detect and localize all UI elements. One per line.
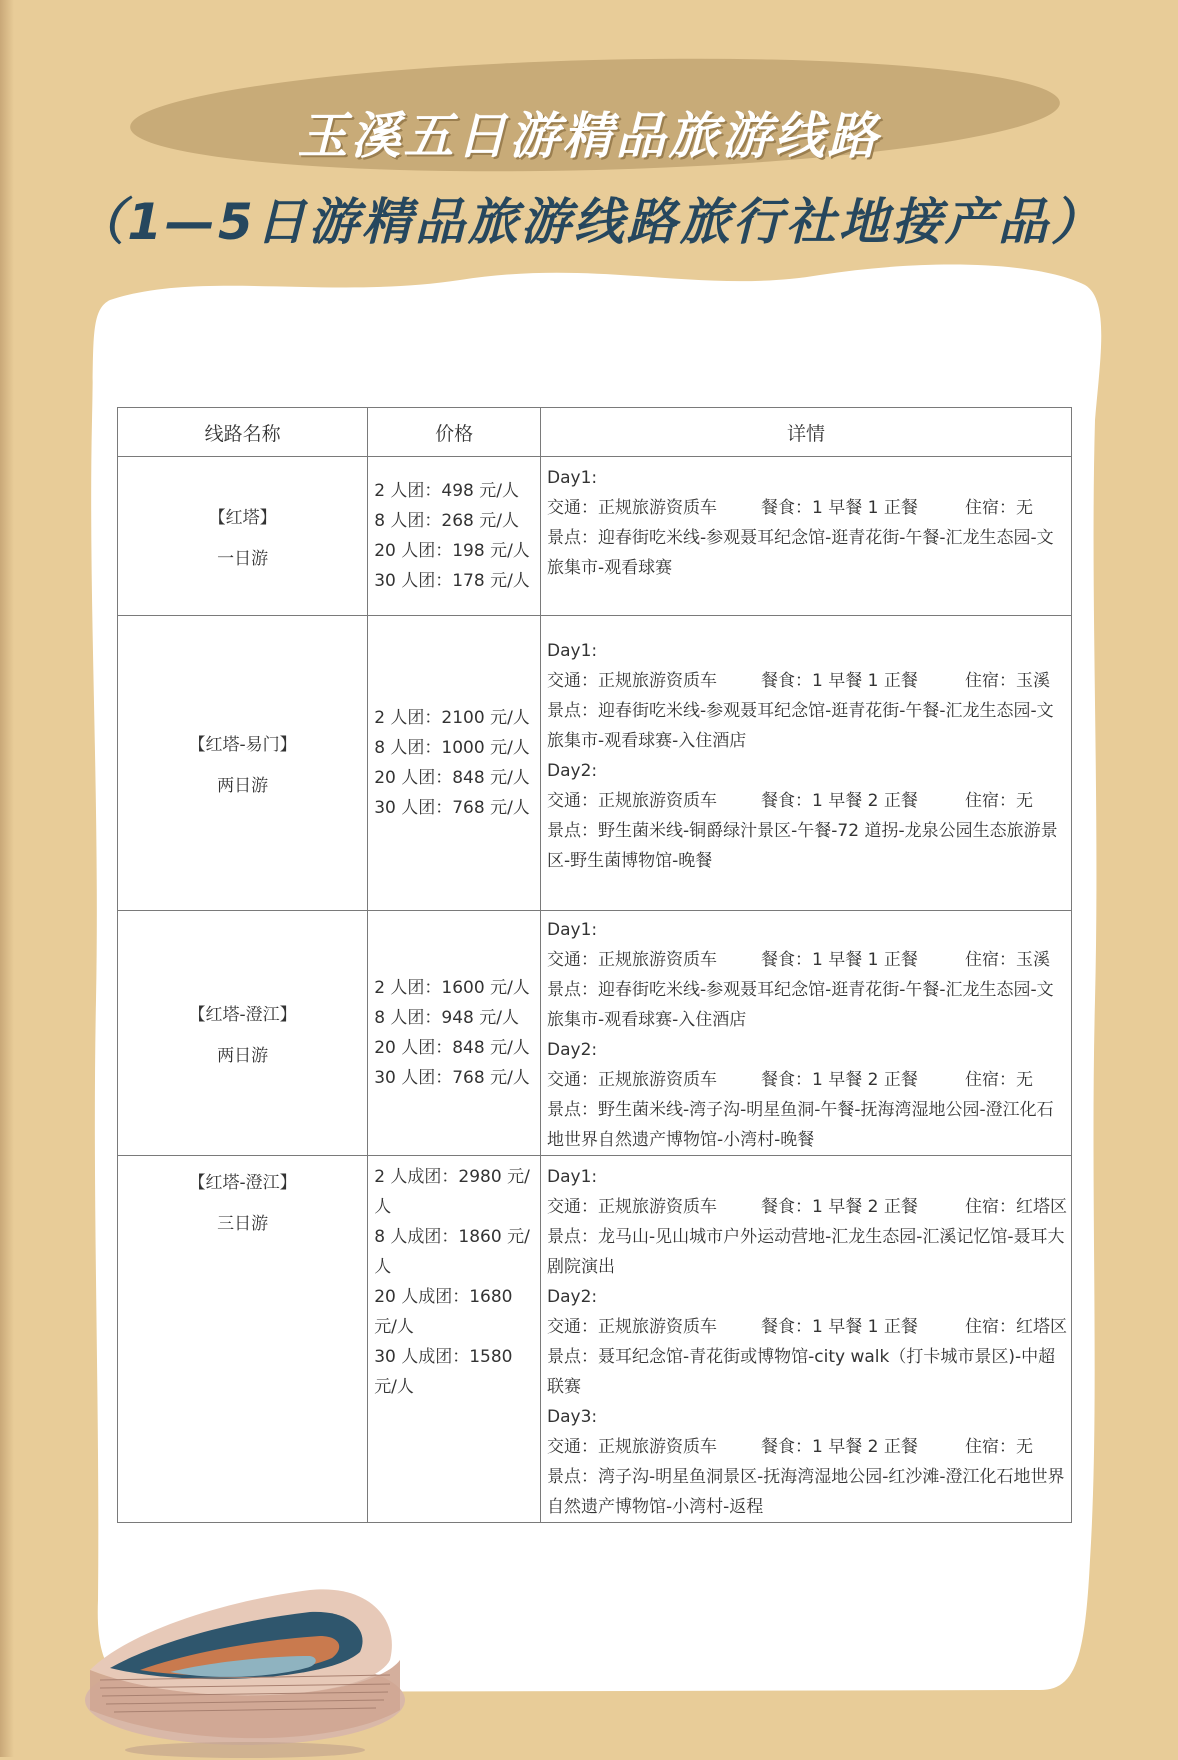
meals-text: 餐食：1 早餐 1 正餐 xyxy=(761,950,918,970)
sights-text: 景点：聂耳纪念馆-青花街或博物馆-city walk（打卡城市景区)-中超联赛 xyxy=(547,1347,1056,1397)
price-cell xyxy=(368,616,541,911)
route-duration: 两日游 xyxy=(217,776,269,796)
header-price: 价格 xyxy=(368,408,541,457)
meals-text: 餐食：1 早餐 2 正餐 xyxy=(761,1437,918,1457)
sights-text: 景点：野生菌米线-湾子沟-明星鱼洞-午餐-抚海湾湿地公园-澄江化石地世界自然遗产博物馆-小湾村-晚餐 xyxy=(547,1100,1054,1150)
logistics-line xyxy=(547,1432,1067,1462)
logistics-line xyxy=(547,1192,1067,1222)
route-name-cell xyxy=(118,457,368,616)
table-header-row xyxy=(118,408,1072,457)
price-line: 8 人成团：1860 元/人 xyxy=(374,1227,530,1277)
price-line: 2 人团：2100 元/人 xyxy=(374,708,530,728)
lodging-text: 住宿：无 xyxy=(965,791,1033,811)
page-subtitle: （1—5日游精品旅游线路旅行社地接产品） xyxy=(74,193,1104,251)
day-label: Day1: xyxy=(547,641,598,661)
lodging-text: 住宿：无 xyxy=(965,1437,1033,1457)
price-line: 30 人团：178 元/人 xyxy=(374,571,530,591)
day-label: Day3: xyxy=(547,1407,598,1427)
route-name: 【红塔-澄江】 xyxy=(188,1005,297,1025)
route-name-cell xyxy=(118,1156,368,1523)
sights-text: 景点：湾子沟-明星鱼洞景区-抚海湾湿地公园-红沙滩-澄江化石地世界自然遗产博物馆-小湾村-返程 xyxy=(547,1467,1065,1517)
meals-text: 餐食：1 早餐 2 正餐 xyxy=(761,791,918,811)
price-line: 8 人团：268 元/人 xyxy=(374,511,519,531)
lodging-text: 住宿：玉溪 xyxy=(965,950,1050,970)
price-cell xyxy=(368,1156,541,1523)
day-label: Day1: xyxy=(547,468,598,488)
route-name-cell xyxy=(118,911,368,1156)
price-line: 20 人成团：1680 元/人 xyxy=(374,1287,513,1337)
lodging-text: 住宿：无 xyxy=(965,498,1033,518)
details-cell xyxy=(541,457,1072,616)
price-line: 2 人成团：2980 元/人 xyxy=(374,1167,530,1217)
table-row xyxy=(118,616,1072,911)
sights-text: 景点：迎春街吃米线-参观聂耳纪念馆-逛青花街-午餐-汇龙生态园-文旅集市-观看球赛-入住酒店 xyxy=(547,701,1054,751)
transport-text: 交通：正规旅游资质车 xyxy=(547,1317,717,1337)
route-name: 【红塔】 xyxy=(208,508,277,528)
price-line: 30 人成团：1580 元/人 xyxy=(374,1347,513,1397)
header-route-name: 线路名称 xyxy=(118,408,368,457)
route-duration: 两日游 xyxy=(217,1046,269,1066)
transport-text: 交通：正规旅游资质车 xyxy=(547,498,717,518)
logistics-line xyxy=(547,1312,1067,1342)
transport-text: 交通：正规旅游资质车 xyxy=(547,791,717,811)
sights-text: 景点：迎春街吃米线-参观聂耳纪念馆-逛青花街-午餐-汇龙生态园-文旅集市-观看球赛 xyxy=(547,528,1054,578)
price-line: 8 人团：948 元/人 xyxy=(374,1008,519,1028)
price-line: 20 人团：848 元/人 xyxy=(374,768,530,788)
page-title: 玉溪五日游精品旅游线路 xyxy=(297,107,881,165)
route-duration: 一日游 xyxy=(217,549,269,569)
header-details: 详情 xyxy=(541,408,1072,457)
price-line: 20 人团：198 元/人 xyxy=(374,541,530,561)
sights-text: 景点：野生菌米线-铜爵绿汁景区-午餐-72 道拐-龙泉公园生态旅游景区-野生菌博物馆-晚餐 xyxy=(547,821,1058,871)
logistics-line xyxy=(547,945,1067,975)
table-row xyxy=(118,911,1072,1156)
price-line: 8 人团：1000 元/人 xyxy=(374,738,530,758)
sights-text: 景点：迎春街吃米线-参观聂耳纪念馆-逛青花街-午餐-汇龙生态园-文旅集市-观看球赛-入住酒店 xyxy=(547,980,1054,1030)
price-line: 2 人团：1600 元/人 xyxy=(374,978,530,998)
stadium-illustration-icon xyxy=(70,1560,410,1760)
lodging-text: 住宿：红塔区 xyxy=(965,1197,1067,1217)
day-label: Day2: xyxy=(547,1287,598,1307)
price-line: 2 人团：498 元/人 xyxy=(374,481,519,501)
transport-text: 交通：正规旅游资质车 xyxy=(547,671,717,691)
meals-text: 餐食：1 早餐 2 正餐 xyxy=(761,1070,918,1090)
price-line: 20 人团：848 元/人 xyxy=(374,1038,530,1058)
logistics-line xyxy=(547,1065,1067,1095)
transport-text: 交通：正规旅游资质车 xyxy=(547,1070,717,1090)
price-line: 30 人团：768 元/人 xyxy=(374,1068,530,1088)
table-row xyxy=(118,1156,1072,1523)
price-line: 30 人团：768 元/人 xyxy=(374,798,530,818)
meals-text: 餐食：1 早餐 1 正餐 xyxy=(761,671,918,691)
day-label: Day1: xyxy=(547,920,598,940)
logistics-line xyxy=(547,666,1067,696)
route-name: 【红塔-易门】 xyxy=(188,735,297,755)
sights-text: 景点：龙马山-见山城市户外运动营地-汇龙生态园-汇溪记忆馆-聂耳大剧院演出 xyxy=(547,1227,1065,1277)
lodging-text: 住宿：玉溪 xyxy=(965,671,1050,691)
price-cell xyxy=(368,457,541,616)
day-label: Day1: xyxy=(547,1167,598,1187)
day-label: Day2: xyxy=(547,1040,598,1060)
transport-text: 交通：正规旅游资质车 xyxy=(547,1437,717,1457)
lodging-text: 住宿：红塔区 xyxy=(965,1317,1067,1337)
transport-text: 交通：正规旅游资质车 xyxy=(547,1197,717,1217)
price-cell xyxy=(368,911,541,1156)
route-name-cell xyxy=(118,616,368,911)
details-cell xyxy=(541,911,1072,1156)
logistics-line xyxy=(547,786,1067,816)
day-label: Day2: xyxy=(547,761,598,781)
details-cell xyxy=(541,1156,1072,1523)
lodging-text: 住宿：无 xyxy=(965,1070,1033,1090)
details-cell xyxy=(541,616,1072,911)
route-name: 【红塔-澄江】 xyxy=(188,1173,297,1193)
route-duration: 三日游 xyxy=(217,1214,269,1234)
logistics-line xyxy=(547,493,1067,523)
route-table xyxy=(117,407,1072,1523)
meals-text: 餐食：1 早餐 1 正餐 xyxy=(761,1317,918,1337)
transport-text: 交通：正规旅游资质车 xyxy=(547,950,717,970)
table-row xyxy=(118,457,1072,616)
meals-text: 餐食：1 早餐 2 正餐 xyxy=(761,1197,918,1217)
meals-text: 餐食：1 早餐 1 正餐 xyxy=(761,498,918,518)
